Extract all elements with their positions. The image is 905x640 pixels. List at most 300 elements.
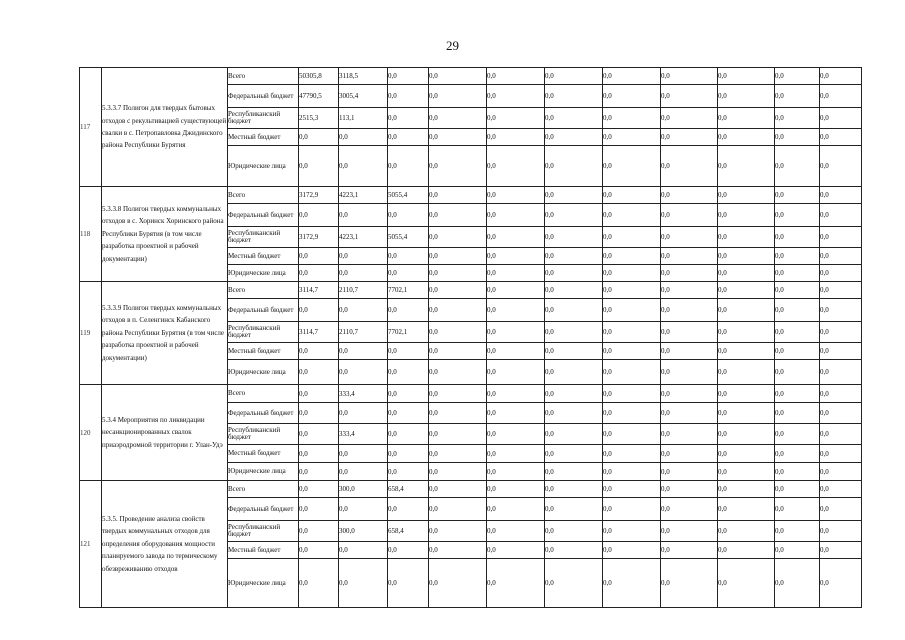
value-cell: 0,0 xyxy=(388,360,429,385)
value-cell: 3114,7 xyxy=(299,282,339,299)
value-cell: 0,0 xyxy=(429,463,487,481)
value-cell: 0,0 xyxy=(661,385,718,403)
source-total: Всего xyxy=(228,385,299,403)
value-cell: 0,0 xyxy=(661,146,718,187)
source-total: Всего xyxy=(228,481,299,498)
source-republic: Республиканский бюджет xyxy=(228,424,299,445)
value-cell: 0,0 xyxy=(545,424,603,445)
value-cell: 0,0 xyxy=(775,424,820,445)
value-cell: 0,0 xyxy=(718,68,775,85)
value-cell: 0,0 xyxy=(775,227,820,248)
value-cell: 0,0 xyxy=(545,498,603,521)
value-cell: 300,0 xyxy=(339,521,388,542)
value-cell: 0,0 xyxy=(429,343,487,360)
value-cell: 0,0 xyxy=(661,68,718,85)
value-cell: 0,0 xyxy=(545,343,603,360)
value-cell: 0,0 xyxy=(429,385,487,403)
value-cell: 3005,4 xyxy=(339,85,388,108)
value-cell: 0,0 xyxy=(545,542,603,559)
value-cell: 0,0 xyxy=(339,265,388,282)
value-cell: 0,0 xyxy=(603,129,661,146)
value-cell: 7702,1 xyxy=(388,322,429,343)
value-cell: 0,0 xyxy=(820,360,862,385)
table-row xyxy=(80,385,903,403)
value-cell: 0,0 xyxy=(820,204,862,227)
value-cell: 0,0 xyxy=(487,559,545,608)
value-cell: 300,0 xyxy=(339,481,388,498)
value-cell: 0,0 xyxy=(661,187,718,204)
value-cell: 0,0 xyxy=(820,559,862,608)
value-cell: 0,0 xyxy=(429,322,487,343)
source-republic: Республиканский бюджет xyxy=(228,108,299,129)
value-cell: 0,0 xyxy=(299,463,339,481)
value-cell: 0,0 xyxy=(718,322,775,343)
value-cell: 0,0 xyxy=(820,129,862,146)
value-cell: 0,0 xyxy=(487,227,545,248)
value-cell: 0,0 xyxy=(545,108,603,129)
value-cell: 0,0 xyxy=(603,227,661,248)
value-cell: 0,0 xyxy=(545,403,603,424)
value-cell: 0,0 xyxy=(299,559,339,608)
value-cell: 0,0 xyxy=(603,481,661,498)
value-cell: 0,0 xyxy=(299,385,339,403)
value-cell: 0,0 xyxy=(339,204,388,227)
value-cell: 0,0 xyxy=(603,542,661,559)
value-cell: 0,0 xyxy=(603,204,661,227)
value-cell: 0,0 xyxy=(820,481,862,498)
value-cell: 0,0 xyxy=(429,248,487,265)
row-number: 119 xyxy=(80,282,102,385)
value-cell: 0,0 xyxy=(299,265,339,282)
value-cell: 0,0 xyxy=(545,187,603,204)
value-cell: 0,0 xyxy=(775,146,820,187)
value-cell: 0,0 xyxy=(603,343,661,360)
value-cell: 5055,4 xyxy=(388,227,429,248)
value-cell: 0,0 xyxy=(718,187,775,204)
value-cell: 0,0 xyxy=(661,265,718,282)
source-local: Местный бюджет xyxy=(228,542,299,559)
value-cell: 4223,1 xyxy=(339,227,388,248)
value-cell: 0,0 xyxy=(661,521,718,542)
value-cell: 0,0 xyxy=(339,343,388,360)
source-federal: Федеральный бюджет xyxy=(228,204,299,227)
value-cell: 0,0 xyxy=(820,521,862,542)
value-cell: 0,0 xyxy=(820,385,862,403)
source-republic: Республиканский бюджет xyxy=(228,322,299,343)
value-cell: 0,0 xyxy=(775,542,820,559)
value-cell: 0,0 xyxy=(775,481,820,498)
value-cell: 0,0 xyxy=(339,463,388,481)
value-cell: 0,0 xyxy=(603,265,661,282)
value-cell: 7702,1 xyxy=(388,282,429,299)
value-cell: 0,0 xyxy=(775,108,820,129)
value-cell: 0,0 xyxy=(775,403,820,424)
value-cell: 0,0 xyxy=(661,204,718,227)
value-cell: 0,0 xyxy=(603,146,661,187)
value-cell: 0,0 xyxy=(661,108,718,129)
value-cell: 0,0 xyxy=(545,248,603,265)
source-federal: Федеральный бюджет xyxy=(228,403,299,424)
value-cell: 0,0 xyxy=(718,129,775,146)
value-cell: 0,0 xyxy=(299,424,339,445)
value-cell: 2110,7 xyxy=(339,322,388,343)
value-cell: 0,0 xyxy=(388,498,429,521)
value-cell: 0,0 xyxy=(545,265,603,282)
value-cell: 0,0 xyxy=(775,521,820,542)
table-body xyxy=(80,68,903,608)
value-cell: 3172,9 xyxy=(299,187,339,204)
value-cell: 0,0 xyxy=(429,498,487,521)
value-cell: 0,0 xyxy=(429,85,487,108)
value-cell: 0,0 xyxy=(820,322,862,343)
value-cell: 0,0 xyxy=(545,129,603,146)
value-cell: 0,0 xyxy=(718,498,775,521)
source-federal: Федеральный бюджет xyxy=(228,299,299,322)
value-cell: 0,0 xyxy=(487,322,545,343)
value-cell: 0,0 xyxy=(661,403,718,424)
value-cell: 0,0 xyxy=(603,299,661,322)
value-cell: 0,0 xyxy=(718,146,775,187)
value-cell: 0,0 xyxy=(339,248,388,265)
value-cell: 0,0 xyxy=(820,85,862,108)
value-cell: 0,0 xyxy=(429,108,487,129)
value-cell: 0,0 xyxy=(429,559,487,608)
source-legal: Юридические лица xyxy=(228,265,299,282)
value-cell: 0,0 xyxy=(429,445,487,463)
measure-name: 5.3.3.7 Полигон для твердых бытовых отходов с рекультивацией существующей свалки в с. Петропавловка Джидинского района Республики Бурятия xyxy=(102,68,228,187)
value-cell: 0,0 xyxy=(775,299,820,322)
value-cell: 0,0 xyxy=(299,360,339,385)
row-number: 117 xyxy=(80,68,102,187)
value-cell: 0,0 xyxy=(603,463,661,481)
value-cell: 0,0 xyxy=(299,542,339,559)
value-cell: 0,0 xyxy=(603,521,661,542)
value-cell: 0,0 xyxy=(339,559,388,608)
value-cell: 0,0 xyxy=(339,129,388,146)
value-cell: 0,0 xyxy=(487,85,545,108)
value-cell: 0,0 xyxy=(545,360,603,385)
value-cell: 0,0 xyxy=(718,282,775,299)
value-cell: 0,0 xyxy=(603,445,661,463)
source-total: Всего xyxy=(228,282,299,299)
source-federal: Федеральный бюджет xyxy=(228,85,299,108)
value-cell: 2515,3 xyxy=(299,108,339,129)
value-cell: 0,0 xyxy=(429,68,487,85)
value-cell: 0,0 xyxy=(487,146,545,187)
value-cell: 0,0 xyxy=(429,187,487,204)
value-cell: 0,0 xyxy=(820,227,862,248)
value-cell: 0,0 xyxy=(661,542,718,559)
value-cell: 0,0 xyxy=(388,129,429,146)
value-cell: 5055,4 xyxy=(388,187,429,204)
value-cell: 0,0 xyxy=(429,299,487,322)
value-cell: 0,0 xyxy=(487,481,545,498)
value-cell: 0,0 xyxy=(775,559,820,608)
value-cell: 0,0 xyxy=(718,204,775,227)
value-cell: 0,0 xyxy=(820,463,862,481)
value-cell: 0,0 xyxy=(820,445,862,463)
value-cell: 0,0 xyxy=(487,204,545,227)
value-cell: 113,1 xyxy=(339,108,388,129)
value-cell: 0,0 xyxy=(820,403,862,424)
value-cell: 0,0 xyxy=(487,68,545,85)
value-cell: 0,0 xyxy=(718,108,775,129)
value-cell: 0,0 xyxy=(820,265,862,282)
value-cell: 0,0 xyxy=(603,403,661,424)
budget-table xyxy=(79,67,903,608)
value-cell: 0,0 xyxy=(429,227,487,248)
source-legal: Юридические лица xyxy=(228,463,299,481)
value-cell: 0,0 xyxy=(388,463,429,481)
value-cell: 0,0 xyxy=(545,481,603,498)
value-cell: 0,0 xyxy=(299,521,339,542)
value-cell: 0,0 xyxy=(429,481,487,498)
value-cell: 0,0 xyxy=(388,85,429,108)
value-cell: 0,0 xyxy=(775,463,820,481)
value-cell: 0,0 xyxy=(661,445,718,463)
value-cell: 0,0 xyxy=(429,204,487,227)
value-cell: 0,0 xyxy=(487,403,545,424)
value-cell: 0,0 xyxy=(299,403,339,424)
value-cell: 0,0 xyxy=(820,146,862,187)
value-cell: 2110,7 xyxy=(339,282,388,299)
value-cell: 0,0 xyxy=(661,463,718,481)
value-cell: 0,0 xyxy=(661,360,718,385)
value-cell: 0,0 xyxy=(429,424,487,445)
value-cell: 0,0 xyxy=(775,248,820,265)
value-cell: 0,0 xyxy=(775,445,820,463)
value-cell: 0,0 xyxy=(487,265,545,282)
value-cell: 0,0 xyxy=(718,424,775,445)
value-cell: 47790,5 xyxy=(299,85,339,108)
value-cell: 0,0 xyxy=(487,108,545,129)
value-cell: 3172,9 xyxy=(299,227,339,248)
value-cell: 0,0 xyxy=(429,265,487,282)
value-cell: 0,0 xyxy=(388,424,429,445)
value-cell: 0,0 xyxy=(661,343,718,360)
value-cell: 0,0 xyxy=(545,445,603,463)
value-cell: 0,0 xyxy=(603,385,661,403)
value-cell: 0,0 xyxy=(603,498,661,521)
value-cell: 0,0 xyxy=(388,542,429,559)
value-cell: 0,0 xyxy=(820,299,862,322)
value-cell: 0,0 xyxy=(718,481,775,498)
value-cell: 0,0 xyxy=(718,360,775,385)
source-legal: Юридические лица xyxy=(228,146,299,187)
value-cell: 0,0 xyxy=(429,282,487,299)
value-cell: 3118,5 xyxy=(339,68,388,85)
page-number: 29 xyxy=(446,38,459,53)
value-cell: 0,0 xyxy=(603,322,661,343)
table-row xyxy=(80,68,903,85)
value-cell: 0,0 xyxy=(388,108,429,129)
value-cell: 0,0 xyxy=(775,204,820,227)
value-cell: 0,0 xyxy=(603,68,661,85)
value-cell: 0,0 xyxy=(775,68,820,85)
value-cell: 0,0 xyxy=(603,108,661,129)
value-cell: 0,0 xyxy=(603,360,661,385)
measure-name: 5.3.3.8 Полигон твердых коммунальных отходов в с. Хоринск Хоринского района Республики Бурятия (в том числе разработка проектной и рабочей документации) xyxy=(102,187,228,282)
value-cell: 0,0 xyxy=(299,248,339,265)
value-cell: 0,0 xyxy=(718,521,775,542)
value-cell: 0,0 xyxy=(339,360,388,385)
value-cell: 0,0 xyxy=(388,403,429,424)
value-cell: 0,0 xyxy=(775,282,820,299)
value-cell: 0,0 xyxy=(545,282,603,299)
value-cell: 0,0 xyxy=(718,542,775,559)
value-cell: 0,0 xyxy=(820,248,862,265)
value-cell: 0,0 xyxy=(487,129,545,146)
value-cell: 0,0 xyxy=(603,187,661,204)
value-cell: 0,0 xyxy=(545,322,603,343)
value-cell: 0,0 xyxy=(299,129,339,146)
value-cell: 0,0 xyxy=(299,299,339,322)
value-cell: 0,0 xyxy=(339,299,388,322)
value-cell: 0,0 xyxy=(775,265,820,282)
value-cell: 0,0 xyxy=(661,299,718,322)
value-cell: 0,0 xyxy=(661,424,718,445)
source-legal: Юридические лица xyxy=(228,360,299,385)
value-cell: 0,0 xyxy=(718,445,775,463)
source-local: Местный бюджет xyxy=(228,343,299,360)
table-row xyxy=(80,282,903,299)
value-cell: 0,0 xyxy=(820,187,862,204)
value-cell: 50305,8 xyxy=(299,68,339,85)
value-cell: 0,0 xyxy=(429,542,487,559)
value-cell: 0,0 xyxy=(661,481,718,498)
value-cell: 0,0 xyxy=(545,299,603,322)
value-cell: 0,0 xyxy=(718,299,775,322)
value-cell: 0,0 xyxy=(718,559,775,608)
value-cell: 0,0 xyxy=(775,187,820,204)
value-cell: 0,0 xyxy=(661,322,718,343)
value-cell: 0,0 xyxy=(388,343,429,360)
value-cell: 0,0 xyxy=(388,248,429,265)
value-cell: 0,0 xyxy=(603,559,661,608)
value-cell: 0,0 xyxy=(820,282,862,299)
value-cell: 0,0 xyxy=(775,129,820,146)
source-local: Местный бюджет xyxy=(228,129,299,146)
value-cell: 0,0 xyxy=(299,445,339,463)
value-cell: 0,0 xyxy=(388,265,429,282)
value-cell: 0,0 xyxy=(545,146,603,187)
value-cell: 0,0 xyxy=(429,521,487,542)
value-cell: 0,0 xyxy=(339,146,388,187)
row-number: 121 xyxy=(80,481,102,608)
value-cell: 0,0 xyxy=(820,108,862,129)
value-cell: 0,0 xyxy=(775,385,820,403)
measure-name: 5.3.4 Мероприятия по ликвидации несанкционированных свалок приаэродромной территории г. Улан-Удэ xyxy=(102,385,228,481)
value-cell: 0,0 xyxy=(603,248,661,265)
value-cell: 0,0 xyxy=(487,343,545,360)
value-cell: 0,0 xyxy=(775,498,820,521)
value-cell: 0,0 xyxy=(661,282,718,299)
value-cell: 0,0 xyxy=(388,385,429,403)
value-cell: 0,0 xyxy=(487,299,545,322)
value-cell: 0,0 xyxy=(718,85,775,108)
value-cell: 0,0 xyxy=(388,146,429,187)
value-cell: 0,0 xyxy=(718,463,775,481)
source-total: Всего xyxy=(228,68,299,85)
row-number: 120 xyxy=(80,385,102,481)
value-cell: 0,0 xyxy=(429,360,487,385)
value-cell: 0,0 xyxy=(487,521,545,542)
value-cell: 0,0 xyxy=(775,322,820,343)
measure-name: 5.3.5. Проведение анализа свойств твердых коммунальных отходов для определения оборудования мощности планируемого завода по термическому обезвреживанию отходов xyxy=(102,481,228,608)
value-cell: 0,0 xyxy=(661,498,718,521)
value-cell: 0,0 xyxy=(820,343,862,360)
value-cell: 0,0 xyxy=(487,187,545,204)
value-cell: 3114,7 xyxy=(299,322,339,343)
source-republic: Республиканский бюджет xyxy=(228,521,299,542)
measure-name: 5.3.3.9 Полигон твердых коммунальных отходов в п. Селенгинск Кабанского района Республики Бурятия (в том числе разработка проектной и рабочей документации) xyxy=(102,282,228,385)
value-cell: 0,0 xyxy=(388,299,429,322)
value-cell: 0,0 xyxy=(545,204,603,227)
value-cell: 0,0 xyxy=(718,265,775,282)
value-cell: 0,0 xyxy=(299,343,339,360)
value-cell: 658,4 xyxy=(388,521,429,542)
value-cell: 0,0 xyxy=(661,85,718,108)
value-cell: 0,0 xyxy=(775,360,820,385)
source-federal: Федеральный бюджет xyxy=(228,498,299,521)
source-local: Местный бюджет xyxy=(228,248,299,265)
value-cell: 0,0 xyxy=(545,521,603,542)
source-legal: Юридические лица xyxy=(228,559,299,608)
value-cell: 0,0 xyxy=(820,424,862,445)
value-cell: 0,0 xyxy=(388,559,429,608)
value-cell: 0,0 xyxy=(429,146,487,187)
value-cell: 0,0 xyxy=(388,445,429,463)
value-cell: 0,0 xyxy=(299,481,339,498)
value-cell: 0,0 xyxy=(775,343,820,360)
value-cell: 0,0 xyxy=(487,542,545,559)
value-cell: 4223,1 xyxy=(339,187,388,204)
source-republic: Республиканский бюджет xyxy=(228,227,299,248)
value-cell: 0,0 xyxy=(487,282,545,299)
value-cell: 0,0 xyxy=(545,559,603,608)
value-cell: 0,0 xyxy=(545,68,603,85)
value-cell: 0,0 xyxy=(339,498,388,521)
value-cell: 0,0 xyxy=(388,68,429,85)
value-cell: 0,0 xyxy=(603,85,661,108)
value-cell: 0,0 xyxy=(545,85,603,108)
value-cell: 0,0 xyxy=(718,385,775,403)
value-cell: 0,0 xyxy=(661,559,718,608)
source-local: Местный бюджет xyxy=(228,445,299,463)
value-cell: 0,0 xyxy=(299,204,339,227)
value-cell: 0,0 xyxy=(718,403,775,424)
value-cell: 333,4 xyxy=(339,385,388,403)
value-cell: 0,0 xyxy=(603,424,661,445)
value-cell: 0,0 xyxy=(487,424,545,445)
value-cell: 0,0 xyxy=(820,68,862,85)
value-cell: 0,0 xyxy=(820,498,862,521)
value-cell: 0,0 xyxy=(487,248,545,265)
value-cell: 0,0 xyxy=(429,403,487,424)
value-cell: 0,0 xyxy=(487,360,545,385)
value-cell: 0,0 xyxy=(299,498,339,521)
value-cell: 0,0 xyxy=(429,129,487,146)
value-cell: 0,0 xyxy=(603,282,661,299)
source-total: Всего xyxy=(228,187,299,204)
value-cell: 0,0 xyxy=(545,227,603,248)
table-row xyxy=(80,187,903,204)
value-cell: 0,0 xyxy=(339,403,388,424)
value-cell: 0,0 xyxy=(545,385,603,403)
value-cell: 0,0 xyxy=(820,542,862,559)
value-cell: 0,0 xyxy=(661,248,718,265)
value-cell: 0,0 xyxy=(299,146,339,187)
